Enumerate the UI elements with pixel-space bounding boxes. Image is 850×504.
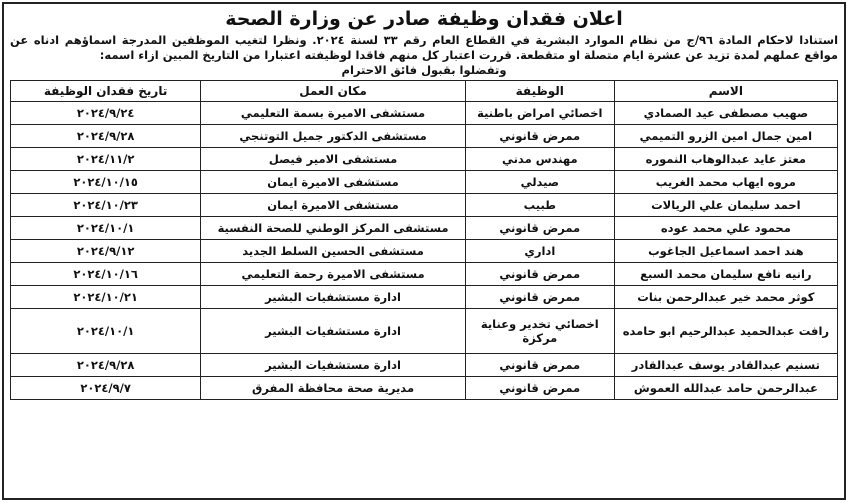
cell-job: ممرض قانوني <box>465 377 614 400</box>
cell-place: مستشفى الامير فيصل <box>201 148 466 171</box>
cell-job: اداري <box>465 240 614 263</box>
notice-intro: استنادا لاحكام المادة ٩٦/ج من نظام الموارد البشرية في القطاع العام رقم ٣٣ لسنة ٢٠٢٤. ونظرا لتغيب الموظفين المدرجة اسماؤهم ادناه عن مواقع عملهم لمدة تزيد عن عشرة ايام متصلة او متقطعة. قررت اعتبار كل منهم فاقدا لوظيفته اعتبارا من التاريخ المبين ازاء اسمه: <box>10 33 839 62</box>
cell-job: مهندس مدني <box>465 148 614 171</box>
header-date: تاريخ فقدان الوظيفة <box>11 81 201 102</box>
header-name: الاسم <box>614 81 837 102</box>
table-row <box>11 240 838 263</box>
notice-title: اعلان فقدان وظيفة صادر عن وزارة الصحة <box>225 8 623 30</box>
cell-name: معتز عايد عبدالوهاب النموره <box>614 148 837 171</box>
table-row <box>11 217 838 240</box>
cell-place: ادارة مستشفيات البشير <box>201 309 466 354</box>
cell-name: مروه ايهاب محمد الغريب <box>614 171 837 194</box>
cell-date: ٢٠٢٤/٩/١٢ <box>11 240 201 263</box>
table-row <box>11 102 838 125</box>
cell-name: محمود علي محمد عوده <box>614 217 837 240</box>
cell-place: مستشفى الاميرة ايمان <box>201 171 466 194</box>
table-row <box>11 263 838 286</box>
cell-date: ٢٠٢٤/٩/٢٤ <box>11 102 201 125</box>
notice-closing: وتفضلوا بقبول فائق الاحترام <box>341 63 507 77</box>
cell-place: مستشفى الاميرة رحمة التعليمي <box>201 263 466 286</box>
cell-job: ممرض قانوني <box>465 354 614 377</box>
table-row <box>11 377 838 400</box>
cell-name: عبدالرحمن حامد عبدالله العموش <box>614 377 837 400</box>
cell-date: ٢٠٢٤/١١/٢ <box>11 148 201 171</box>
cell-name: احمد سليمان علي الريالات <box>614 194 837 217</box>
cell-date: ٢٠٢٤/١٠/٢١ <box>11 286 201 309</box>
cell-date: ٢٠٢٤/٩/٢٨ <box>11 125 201 148</box>
notice-frame <box>2 2 846 500</box>
cell-place: مستشفى الدكتور جميل التوتنجي <box>201 125 466 148</box>
cell-job: اخصائي امراض باطنية <box>465 102 614 125</box>
cell-date: ٢٠٢٤/١٠/٢٣ <box>11 194 201 217</box>
header-place: مكان العمل <box>201 81 466 102</box>
table-row <box>11 171 838 194</box>
cell-name: امين جمال امين الزرو التميمي <box>614 125 837 148</box>
cell-job: ممرض قانوني <box>465 125 614 148</box>
table-row <box>11 309 838 354</box>
cell-job: اخصائي تخدير وعناية مركزة <box>465 309 614 354</box>
cell-job: صيدلي <box>465 171 614 194</box>
cell-name: صهيب مصطفى عيد الصمادي <box>614 102 837 125</box>
cell-name: هند احمد اسماعيل الجاغوب <box>614 240 837 263</box>
table-row <box>11 125 838 148</box>
cell-date: ٢٠٢٤/٩/٢٨ <box>11 354 201 377</box>
cell-place: مستشفى المركز الوطني للصحة النفسية <box>201 217 466 240</box>
cell-place: مديرية صحة محافظة المفرق <box>201 377 466 400</box>
cell-place: ادارة مستشفيات البشير <box>201 286 466 309</box>
cell-job: طبيب <box>465 194 614 217</box>
cell-place: ادارة مستشفيات البشير <box>201 354 466 377</box>
table-row <box>11 148 838 171</box>
cell-place: مستشفى الاميرة بسمة التعليمي <box>201 102 466 125</box>
cell-date: ٢٠٢٤/١٠/١٦ <box>11 263 201 286</box>
cell-date: ٢٠٢٤/١٠/١ <box>11 217 201 240</box>
cell-date: ٢٠٢٤/١٠/١ <box>11 309 201 354</box>
cell-date: ٢٠٢٤/٩/٧ <box>11 377 201 400</box>
cell-name: كوثر محمد خير عبدالرحمن بنات <box>614 286 837 309</box>
table-row <box>11 194 838 217</box>
table-header-row <box>11 81 838 102</box>
cell-name: تسنيم عبدالقادر يوسف عبدالقادر <box>614 354 837 377</box>
cell-job: ممرض قانوني <box>465 286 614 309</box>
cell-name: رانيه نافع سليمان محمد السبع <box>614 263 837 286</box>
employees-table <box>10 80 838 400</box>
cell-job: ممرض قانوني <box>465 217 614 240</box>
table-row <box>11 286 838 309</box>
cell-place: مستشفى الحسين السلط الجديد <box>201 240 466 263</box>
cell-name: رافت عبدالحميد عبدالرحيم ابو حامده <box>614 309 837 354</box>
header-job: الوظيفة <box>465 81 614 102</box>
cell-job: ممرض قانوني <box>465 263 614 286</box>
table-row <box>11 354 838 377</box>
cell-place: مستشفى الاميرة ايمان <box>201 194 466 217</box>
cell-date: ٢٠٢٤/١٠/١٥ <box>11 171 201 194</box>
